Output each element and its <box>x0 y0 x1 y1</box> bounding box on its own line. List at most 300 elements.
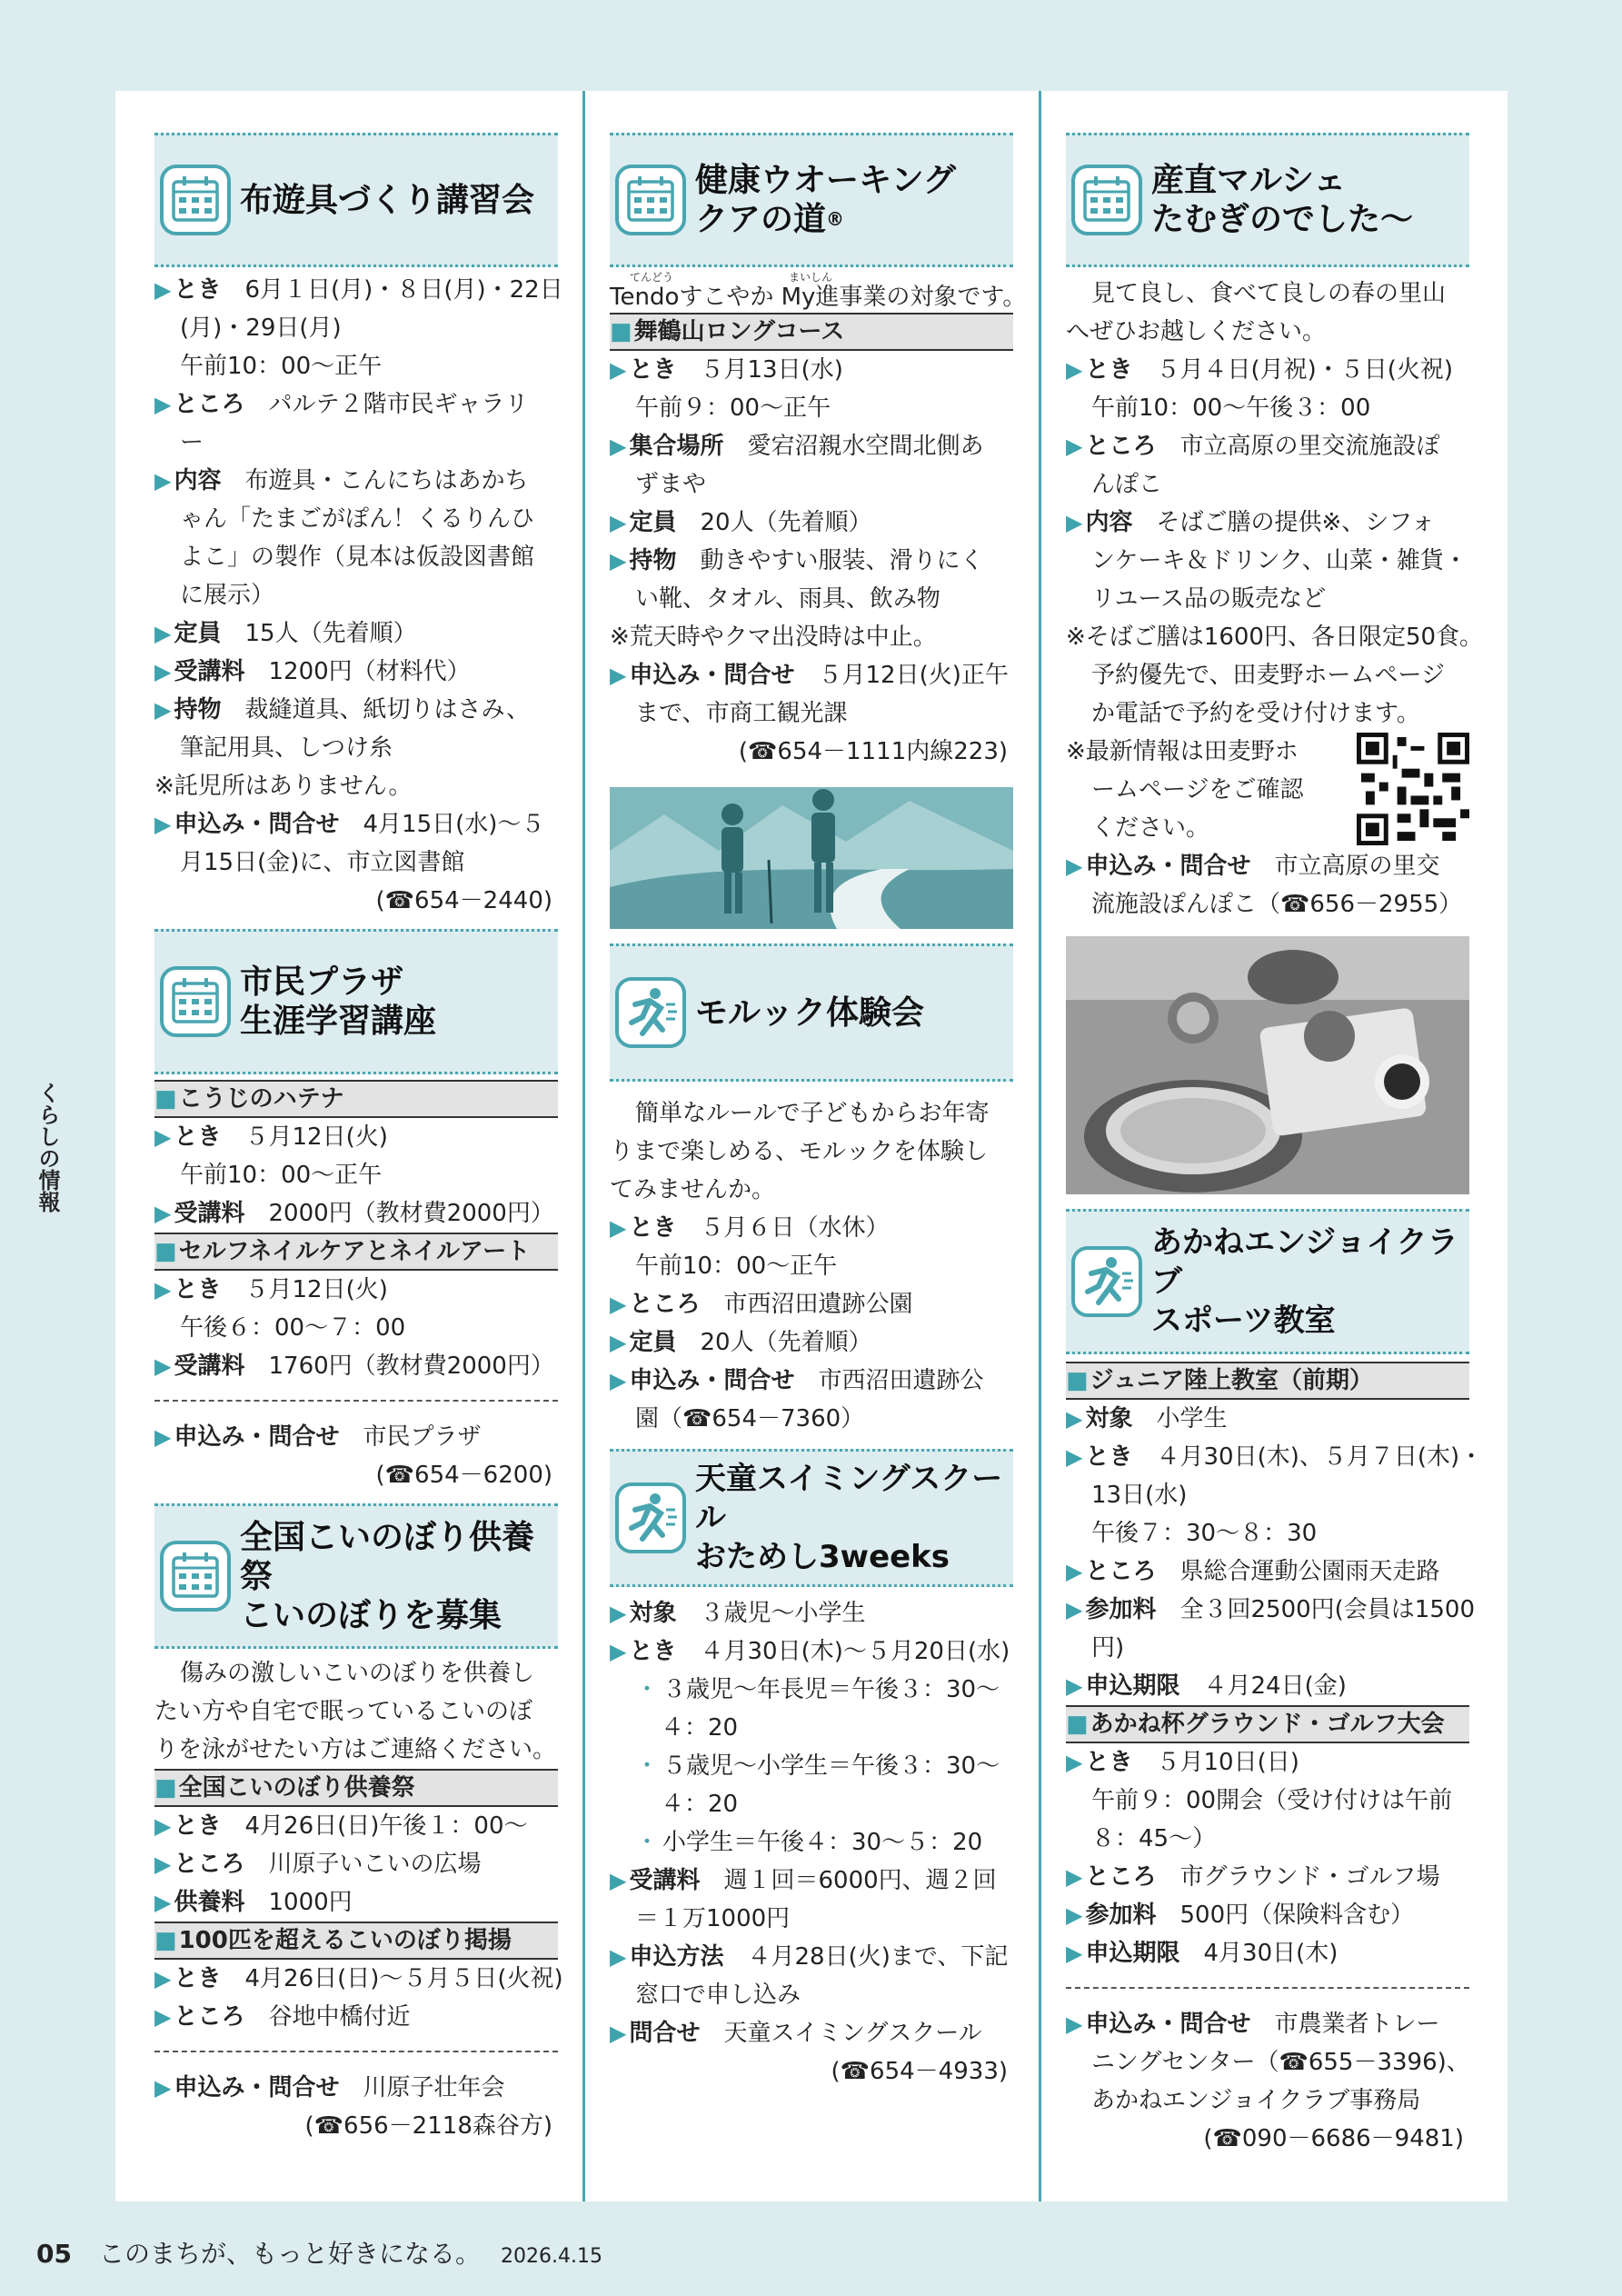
event-details <box>154 1654 563 2145</box>
bullet-triangle-icon: ▶ <box>154 1966 172 1992</box>
bullet-triangle-icon: ▶ <box>1066 1406 1083 1432</box>
text-line: セルフネイルケアとネイルアート <box>178 1238 531 1265</box>
bullet-triangle-icon: ▶ <box>610 357 627 383</box>
text-line: ※最新情報は田麦野ホ <box>1066 738 1299 765</box>
text-line: 定員 <box>174 620 222 647</box>
text-line <box>610 1862 1013 1900</box>
text-line: ところ <box>174 1851 245 1878</box>
text-line: 受講料 <box>174 658 245 685</box>
text-line: ところ <box>174 2003 245 2031</box>
event-details <box>1066 1362 1484 2158</box>
text-line: 市西沼田遺跡公園 <box>723 1291 913 1318</box>
text-line: 午前10：00～正午 <box>635 1253 838 1280</box>
text-line: 市グラウンド・ゴルフ場 <box>1179 1863 1440 1891</box>
text-line: んぽこ <box>1091 471 1163 498</box>
text-line: 県総合運動公園雨天走路 <box>1179 1558 1440 1585</box>
ruby-text: まいしん <box>789 271 833 284</box>
text-line: 申込み・問合せ <box>629 662 795 689</box>
bullet-triangle-icon: ▶ <box>1066 1673 1083 1699</box>
text-line: 布遊具・こんにちはあかち <box>244 467 529 494</box>
text-line: 動きやすい服装、滑りにく <box>700 547 984 574</box>
section-header <box>154 929 558 1074</box>
bullet-triangle-icon: ▶ <box>154 621 172 646</box>
bullet-triangle-icon: ▶ <box>154 812 172 837</box>
text-line <box>610 1632 1013 1671</box>
text-line: 午前９：00～正午 <box>635 394 831 422</box>
contact-phone: (☎090－6686－9481) <box>1203 2125 1464 2152</box>
text-line: 愛宕沼親水空間北側あ <box>747 433 984 460</box>
text-line: 全国こいのぼり供養祭 <box>240 1518 535 1595</box>
text-line <box>610 1209 1013 1247</box>
bullet-triangle-icon: ▶ <box>1066 1597 1083 1622</box>
text-line <box>1066 2005 1469 2043</box>
text-line: ３歳児～年長児＝午後３：30～ <box>662 1676 1000 1703</box>
section-title <box>240 963 436 1041</box>
text-line: い靴、タオル、雨具、飲み物 <box>635 585 940 613</box>
text-line: 週１回＝6000円、週２回 <box>723 1867 997 1894</box>
dot-bullet-icon: ・ <box>635 1829 660 1856</box>
text-line <box>610 351 1013 389</box>
event-details <box>1066 275 1484 923</box>
dashed-divider <box>1066 1987 1469 1989</box>
text-line: (月)・29日(月) <box>180 314 342 342</box>
text-line: 全国こいのぼり供養祭 <box>178 1774 415 1802</box>
bullet-triangle-icon: ▶ <box>154 1424 172 1450</box>
text-line: 供養料 <box>174 1889 245 1916</box>
text-line: Tendoすこやか My進事業の対象です。 <box>610 284 1027 311</box>
bullet-triangle-icon: ▶ <box>610 510 627 535</box>
text-line: ４月28日(火)まで、下記 <box>747 1943 1009 1971</box>
text-line: 申込み・問合せ <box>1085 2011 1251 2038</box>
bullet-triangle-icon: ▶ <box>154 2004 172 2030</box>
column-right <box>1066 133 1484 2158</box>
text-line: ５月４日(月祝)・５日(火祝) <box>1156 356 1454 384</box>
bullet-triangle-icon: ▶ <box>610 1601 627 1626</box>
text-line <box>610 504 1013 542</box>
text-line <box>154 1347 558 1385</box>
text-line <box>1066 1858 1469 1896</box>
text-line: 小学生＝午後４：30～５：20 <box>662 1829 983 1856</box>
page-footer <box>36 2234 602 2271</box>
text-line <box>154 2069 558 2107</box>
text-line <box>154 1118 558 1156</box>
text-line: こうじのハテナ <box>178 1085 344 1113</box>
text-line: まで、市商工観光課 <box>635 700 848 727</box>
section-header <box>154 133 558 267</box>
text-line <box>610 2014 1013 2052</box>
text-line: ームページをご確認 <box>1091 776 1304 804</box>
text-line: 市立高原の里交流施設ぽ <box>1179 433 1440 460</box>
text-line: 13日(水) <box>1091 1482 1188 1509</box>
text-line <box>1066 427 1469 465</box>
text-line: ５月12日(火) <box>244 1123 388 1151</box>
text-line: とき <box>174 1123 222 1151</box>
text-line: ※そばご膳は1600円、各日限定50食。 <box>1066 624 1484 651</box>
text-line: ＝１万1000円 <box>635 1905 791 1932</box>
text-line: 市民プラザ <box>240 963 404 1001</box>
section-title <box>695 1460 1008 1577</box>
text-line: 2000円（教材費2000円） <box>268 1200 554 1227</box>
text-line: に展示） <box>180 582 275 609</box>
ruby-text: てんどう <box>630 271 674 284</box>
text-line: ® <box>826 208 845 230</box>
text-line: 4月26日(日)午後１：00～ <box>244 1812 528 1840</box>
text-line: 申込期限 <box>1085 1940 1180 1967</box>
bullet-triangle-icon: ▶ <box>610 434 627 459</box>
bullet-triangle-icon: ▶ <box>1066 357 1083 383</box>
text-line: ジュニア陸上教室（前期） <box>1090 1367 1374 1394</box>
text-line: とき <box>174 1276 222 1303</box>
text-line: そばご膳の提供※、シフォ <box>1156 509 1435 536</box>
text-line <box>154 1998 558 2036</box>
text-line: 20人（先着順） <box>700 1329 872 1356</box>
text-line: 1200円（材料代） <box>268 658 471 685</box>
text-line <box>1066 1934 1469 1972</box>
text-line: ３歳児～小学生 <box>700 1600 866 1627</box>
contact-phone: (☎654－1111内線223) <box>738 738 1008 765</box>
square-bullet-icon: ■ <box>1066 1367 1089 1394</box>
issue-date: 2026.4.15 <box>500 2245 602 2268</box>
bullet-triangle-icon: ▶ <box>1066 1902 1083 1928</box>
text-line: たむぎのでした～ <box>1151 201 1414 238</box>
text-line: 午後６：00～７：00 <box>180 1314 406 1342</box>
subsection-title <box>1066 1362 1469 1400</box>
contact-phone: (☎654－2440) <box>375 887 552 914</box>
text-line: へぜひお越しください。 <box>1066 318 1327 345</box>
text-line <box>154 653 558 691</box>
qr-code[interactable] <box>1357 733 1469 845</box>
text-line: 1760円（教材費2000円） <box>268 1353 554 1380</box>
text-line <box>154 1807 558 1845</box>
section-title <box>240 1518 552 1635</box>
text-line: 20人（先着順） <box>700 509 872 536</box>
text-line: 予約優先で、田麦野ホームページ <box>1091 662 1445 689</box>
walking-illustration <box>610 787 1013 929</box>
text-line: 傷みの激しいこいのぼりを供養し <box>180 1660 535 1687</box>
text-line: 生涯学習講座 <box>240 1003 437 1040</box>
text-line: 午後７：30～８：30 <box>1091 1520 1318 1547</box>
subsection-title <box>154 1080 558 1118</box>
page-number: 05 <box>36 2239 72 2269</box>
text-line <box>610 427 1013 465</box>
subsection-title <box>154 1233 558 1271</box>
text-line: 受講料 <box>629 1867 701 1894</box>
bullet-triangle-icon: ▶ <box>154 468 172 494</box>
section-header <box>1066 133 1469 267</box>
text-line: あかねエンジョイクラブ事務局 <box>1091 2087 1421 2114</box>
text-line: 4月26日(日)～５月５日(火祝) <box>244 1965 563 1992</box>
contact-phone: 園（☎654－7360） <box>635 1405 865 1433</box>
section-title <box>1151 161 1413 239</box>
section-title: モルック体験会 <box>695 993 925 1032</box>
text-line: 申込み・問合せ <box>174 811 340 838</box>
section-header <box>610 133 1013 267</box>
calendar-icon <box>160 966 231 1037</box>
text-line <box>610 1823 1013 1862</box>
calendar-icon <box>615 165 686 235</box>
text-line <box>610 1362 1013 1400</box>
bullet-triangle-icon: ▶ <box>154 1277 172 1303</box>
bullet-triangle-icon: ▶ <box>1066 1750 1083 1775</box>
calendar-icon <box>160 165 231 235</box>
text-line: ずまや <box>635 471 707 498</box>
text-line: ４月30日(木)～５月20日(水) <box>700 1638 1010 1665</box>
text-line: てみませんか。 <box>610 1176 776 1203</box>
text-line: 流施設ぽんぽこ（☎656－2955） <box>1091 891 1463 918</box>
text-line: ところ <box>629 1291 701 1318</box>
bullet-triangle-icon: ▶ <box>1066 1559 1083 1584</box>
text-line: 参加料 <box>1085 1902 1157 1929</box>
contact-phone: (☎654－4933) <box>831 2058 1008 2085</box>
text-line: パルテ２階市民ギャラリ <box>268 391 529 418</box>
text-line: ４月30日(木)、５月７日(木)・ <box>1156 1443 1484 1471</box>
bullet-triangle-icon: ▶ <box>610 663 627 688</box>
section-title: 布遊具づくり講習会 <box>240 181 535 219</box>
column-left <box>154 133 563 2145</box>
text-line: 6月１日(月)・８日(月)・22日 <box>244 276 563 304</box>
text-line <box>154 691 558 729</box>
text-line: 裁縫道具、紙切りはさみ、 <box>244 696 531 724</box>
square-bullet-icon: ■ <box>154 1085 177 1113</box>
text-line: とき <box>174 1812 222 1840</box>
dot-bullet-icon: ・ <box>635 1752 660 1780</box>
section-header <box>154 1503 558 1649</box>
text-line <box>1066 1438 1484 1476</box>
subsection-title <box>1066 1705 1469 1743</box>
bullet-triangle-icon: ▶ <box>1066 2011 1083 2037</box>
bullet-triangle-icon: ▶ <box>154 1890 172 1915</box>
bullet-triangle-icon: ▶ <box>610 1330 627 1355</box>
sports-runner-icon <box>1071 1246 1142 1317</box>
text-line: リユース品の販売など <box>1091 585 1327 613</box>
sports-runner-icon <box>615 1482 686 1553</box>
text-line <box>610 542 1013 580</box>
text-line: ところ <box>174 391 245 418</box>
bullet-triangle-icon: ▶ <box>610 2021 627 2046</box>
text-line: クアの道 <box>695 201 827 238</box>
text-line: 申込み・問合せ <box>174 2074 340 2101</box>
text-line: 天童スイミングスクール <box>723 2020 982 2047</box>
text-line: 15人（先着順） <box>244 620 417 647</box>
text-line <box>154 614 558 653</box>
text-line <box>1066 1552 1469 1591</box>
text-line: 午前10：00～正午 <box>180 353 383 380</box>
bullet-triangle-icon: ▶ <box>610 548 627 574</box>
text-line <box>610 1671 1013 1709</box>
text-line: ところ <box>1085 1863 1157 1891</box>
dot-bullet-icon: ・ <box>635 1676 660 1703</box>
subsection-title <box>610 313 1013 351</box>
bullet-triangle-icon: ▶ <box>610 1368 627 1393</box>
bullet-triangle-icon: ▶ <box>154 1124 172 1150</box>
text-line <box>610 1285 1013 1323</box>
text-line: 川原子壮年会 <box>363 2074 505 2101</box>
bullet-triangle-icon: ▶ <box>154 1852 172 1877</box>
bullet-triangle-icon: ▶ <box>610 1868 627 1893</box>
bullet-triangle-icon: ▶ <box>1066 854 1083 879</box>
bullet-triangle-icon: ▶ <box>1066 434 1083 459</box>
text-line: ５歳児～小学生＝午後３：30～ <box>662 1752 1000 1780</box>
text-line <box>1066 1400 1469 1438</box>
event-details <box>154 271 563 920</box>
text-line: りを泳がせたい方はご連絡ください。 <box>154 1736 557 1763</box>
text-line: ５月10日(日) <box>1156 1749 1299 1776</box>
text-line: おためし3weeks <box>695 1538 950 1575</box>
text-line: あかねエンジョイクラブ <box>1151 1223 1458 1300</box>
square-bullet-icon: ■ <box>154 1774 177 1802</box>
text-line: 全３回2500円(会員は1500 <box>1179 1596 1475 1623</box>
text-line: 健康ウオーキング <box>695 162 956 199</box>
text-line: 市民プラザ <box>363 1423 482 1451</box>
text-line: ※荒天時やクマ出没時は中止。 <box>610 624 937 651</box>
text-line: ４：20 <box>661 1714 739 1742</box>
qr-notice <box>1066 733 1469 847</box>
text-line <box>154 1883 558 1922</box>
text-line: ５月13日(水) <box>700 356 843 384</box>
text-line: とき <box>1085 1749 1133 1776</box>
text-line: 天童スイミングスクール <box>695 1460 1003 1536</box>
text-line: ンケーキ＆ドリンク、山菜・雑貨・ <box>1091 547 1468 574</box>
bullet-triangle-icon: ▶ <box>1066 510 1083 535</box>
bullet-triangle-icon: ▶ <box>154 2075 172 2101</box>
text-line <box>1066 1896 1469 1934</box>
text-line: 午前９：00開会（受け付けは午前 <box>1091 1787 1453 1814</box>
event-details <box>154 1080 558 1494</box>
square-bullet-icon: ■ <box>154 1927 177 1954</box>
square-bullet-icon: ■ <box>1066 1711 1089 1738</box>
text-line <box>154 462 558 500</box>
text-line <box>1066 1743 1469 1782</box>
dashed-divider <box>154 1400 558 1402</box>
text-line <box>610 1323 1013 1362</box>
text-line <box>610 1938 1013 1976</box>
text-line: 市立高原の里交 <box>1274 853 1440 880</box>
text-line: か電話で予約を受け付けます。 <box>1091 700 1420 727</box>
text-line: 谷地中橋付近 <box>268 2003 411 2031</box>
text-line: 1000円 <box>268 1889 353 1916</box>
subsection-title <box>154 1922 558 1960</box>
section-title <box>1151 1223 1464 1341</box>
text-line: 受講料 <box>174 1200 245 1227</box>
text-line: 午前10：00～正午 <box>180 1162 383 1189</box>
text-line: 参加料 <box>1085 1596 1157 1623</box>
text-line: こいのぼりを募集 <box>240 1596 503 1634</box>
text-line <box>154 1960 563 1998</box>
text-line: ４：20 <box>661 1791 739 1818</box>
text-line <box>154 1418 558 1456</box>
soba-meal-photo <box>1066 936 1469 1194</box>
text-line: 100匹を超えるこいのぼり掲揚 <box>178 1927 512 1954</box>
text-line: 窓口で申し込み <box>635 1982 801 2009</box>
text-line: 申込み・問合せ <box>1085 853 1251 880</box>
text-line: スポーツ教室 <box>1151 1302 1336 1339</box>
text-line: あかね杯グラウンド・ゴルフ大会 <box>1090 1711 1445 1738</box>
bullet-triangle-icon: ▶ <box>610 1215 627 1241</box>
bullet-triangle-icon: ▶ <box>1066 1444 1083 1470</box>
bullet-triangle-icon: ▶ <box>154 1353 172 1379</box>
text-line: とき <box>174 276 222 304</box>
text-line: 午前10：00～午後３：00 <box>1091 394 1371 422</box>
event-details <box>610 1594 1013 2091</box>
text-line: 定員 <box>629 1329 677 1356</box>
column-divider <box>1039 91 1041 2201</box>
bullet-triangle-icon: ▶ <box>1066 1941 1083 1966</box>
text-line <box>154 385 558 424</box>
text-line: たい方や自宅で眠っているこいのぼ <box>154 1698 533 1725</box>
text-line: 4月15日(水)～５ <box>363 811 545 838</box>
text-line: 申込期限 <box>1085 1672 1180 1700</box>
square-bullet-icon: ■ <box>610 318 632 345</box>
text-line <box>1066 351 1469 389</box>
text-line: 見て良し、食べて良しの春の里山 <box>1091 280 1447 307</box>
event-details <box>610 1094 1013 1438</box>
text-line: 内容 <box>174 467 222 494</box>
text-line: 定員 <box>629 509 677 536</box>
text-line: 4月30日(木) <box>1203 1940 1338 1967</box>
text-line: とき <box>629 1214 677 1242</box>
text-line: とき <box>1085 356 1133 384</box>
text-line: 持物 <box>629 547 677 574</box>
text-line: ５月12日(火) <box>244 1276 388 1303</box>
column-divider <box>582 91 585 2201</box>
text-line: よこ」の製作（見本は仮設図書館 <box>180 544 535 571</box>
section-header <box>610 1449 1013 1587</box>
sports-runner-icon <box>615 977 686 1048</box>
text-line: 問合せ <box>629 2020 701 2047</box>
text-line: ５月12日(火)正午 <box>818 662 1009 689</box>
text-line: 内容 <box>1085 509 1133 536</box>
column-middle <box>610 133 1027 2091</box>
bullet-triangle-icon: ▶ <box>1066 1864 1083 1890</box>
slogan: このまちが、もっと好きになる。 <box>98 2239 481 2269</box>
text-line <box>610 656 1013 694</box>
bullet-triangle-icon: ▶ <box>154 277 172 303</box>
calendar-icon <box>1071 165 1142 235</box>
text-line: ところ <box>1085 433 1157 460</box>
text-line: ニングセンター（☎655－3396)、 <box>1091 2049 1470 2076</box>
text-line <box>1066 1667 1469 1705</box>
section-header <box>610 943 1013 1082</box>
text-line <box>154 1845 558 1883</box>
text-line: ４月24日(金) <box>1203 1672 1347 1700</box>
text-line: 筆記用具、しつけ糸 <box>180 734 393 762</box>
text-line: 集合場所 <box>629 433 724 460</box>
text-line: 舞鶴山ロングコース <box>633 318 845 345</box>
text-line <box>154 1194 558 1233</box>
text-line: 簡単なルールで子どもからお年寄 <box>635 1100 990 1127</box>
side-label: くらしの情報 <box>35 1082 60 1213</box>
text-line: 市西沼田遺跡公 <box>818 1367 984 1394</box>
text-line: 小学生 <box>1156 1405 1228 1433</box>
text-line: ください。 <box>1091 814 1210 842</box>
text-line: ー <box>180 429 204 456</box>
text-line <box>1066 504 1469 542</box>
text-line: 市農業者トレー <box>1274 2011 1440 2038</box>
text-line: 持物 <box>174 696 222 724</box>
bullet-triangle-icon: ▶ <box>154 697 172 723</box>
subsection-title <box>154 1769 558 1807</box>
text-line: りまで楽しめる、モルックを体験し <box>610 1138 989 1165</box>
text-line: ゃん「たまごがぽん！くるりんひ <box>180 505 535 533</box>
text-line: ※託児所はありません。 <box>154 773 413 800</box>
text-line: 月15日(金)に、市立図書館 <box>180 849 465 876</box>
text-line: 受講料 <box>174 1353 245 1380</box>
text-line: ところ <box>1085 1558 1157 1585</box>
text-line <box>154 1271 558 1309</box>
text-line: とき <box>629 1638 677 1665</box>
event-details <box>610 269 1027 771</box>
text-line <box>1066 1591 1475 1629</box>
